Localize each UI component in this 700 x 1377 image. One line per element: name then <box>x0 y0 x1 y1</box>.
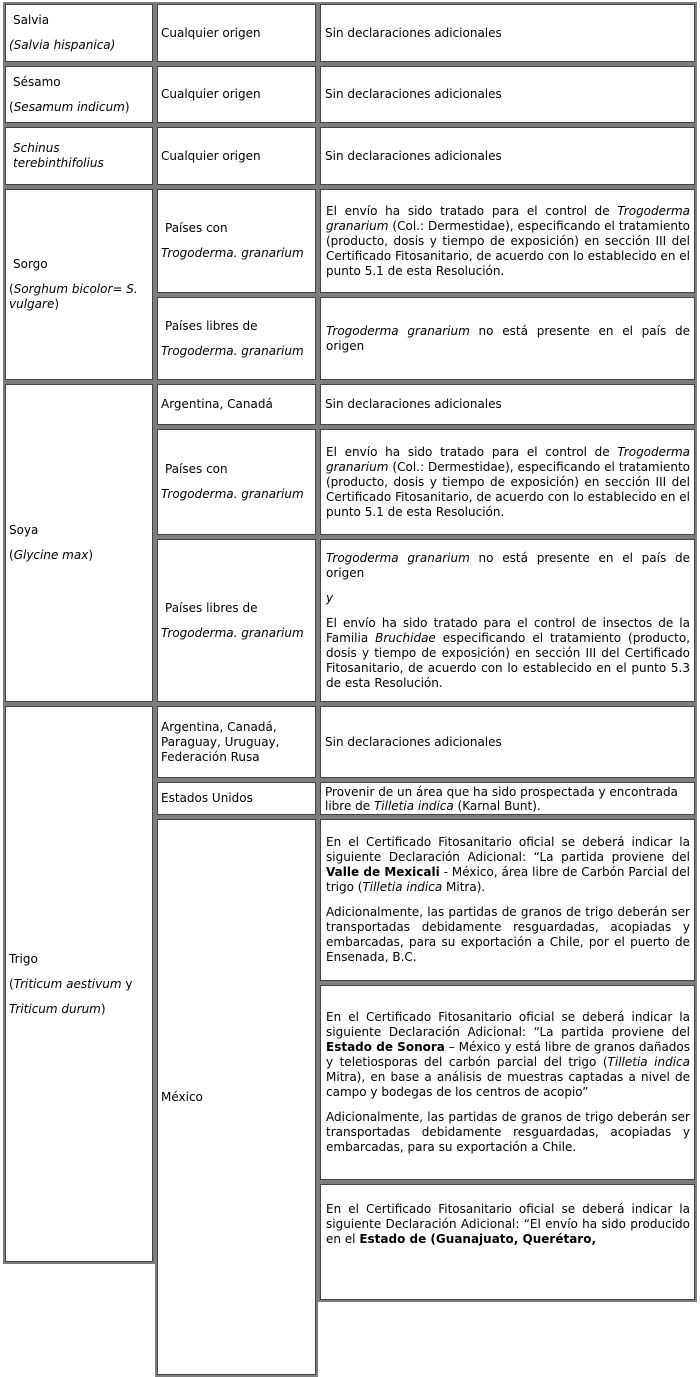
origin-cell <box>155 704 318 780</box>
text: – México y está libre de granos dañados y teletiosporas del carbón parcial del trigo ( <box>326 1040 691 1069</box>
paragraph <box>13 141 149 171</box>
paragraph <box>326 1110 690 1155</box>
italic-text: Trogoderma. granarium <box>161 625 304 640</box>
paragraph <box>161 319 312 334</box>
text: especificando el tratamiento (producto, dosis y tiempo de exposición) en sección III del Certificado Fitosanitario, de acuerdo con lo establecido en el punto 5.3 de esta Resolución. <box>326 630 691 690</box>
text: (Col.: Dermestidae), especificando el tratamiento (producto, dosis y tiempo de exposición) en sección III del Certificado Fitosanitario, de acuerdo con lo establecido en el punto 5.1 de esta Resolución. <box>326 459 690 519</box>
paragraph <box>326 591 690 606</box>
paragraph <box>9 100 149 115</box>
paragraph <box>325 87 691 102</box>
text: Países libres de <box>165 600 258 615</box>
requirement-cell <box>318 2 697 64</box>
text: Soya <box>9 523 39 537</box>
text: En el Certificado Fitosanitario oficial se deberá indicar la siguiente Declaración Adicional: “La partida proviene del <box>326 1010 690 1039</box>
text: - México, área libre de Carbón Parcial del trigo ( <box>326 865 690 894</box>
italic-text: Glycine max <box>13 548 89 562</box>
text: (Col.: Dermestidae), especificando el tratamiento (producto, dosis y tiempo de exposición) en sección III del Certificado Fitosanitario, de acuerdo con lo establecido en el punto 5.1 de esta Resolución. <box>326 218 690 278</box>
text: Países con <box>165 462 228 476</box>
text: Sin declaraciones adicionales <box>325 87 502 101</box>
text: Cualquier origen <box>161 148 261 163</box>
product-cell-trigo <box>3 704 155 1264</box>
bold-text: Valle de Mexicali <box>326 865 440 879</box>
italic-text: Schinus terebinthifolius <box>13 141 104 170</box>
text: Cualquier origen <box>161 25 261 40</box>
text: ) <box>124 99 130 114</box>
paragraph <box>161 626 312 641</box>
paragraph <box>326 324 690 354</box>
text: y <box>121 976 133 991</box>
origin-cell <box>155 295 318 382</box>
italic-text: Trogoderma granarium <box>326 550 470 565</box>
text: Sin declaraciones adicionales <box>325 397 502 411</box>
text: En el Certificado Fitosanitario oficial se deberá indicar la siguiente Declaración Adicional: “La partida proviene del <box>326 835 690 864</box>
text: Estados Unidos <box>161 791 253 805</box>
requirement-cell <box>318 1182 697 1302</box>
paragraph <box>161 601 312 616</box>
requirement-cell <box>318 382 697 427</box>
paragraph <box>326 204 690 279</box>
text: Trigo <box>9 951 38 966</box>
italic-text: Tilletia indica <box>607 1055 690 1069</box>
text: El envío ha sido tratado para el control de insectos de la Familia <box>326 615 690 645</box>
paragraph <box>326 445 690 520</box>
paragraph <box>161 1090 312 1105</box>
paragraph <box>326 1010 690 1100</box>
requirement-cell <box>318 64 697 125</box>
requirement-cell <box>318 704 697 780</box>
origin-cell <box>155 2 318 64</box>
text: Países libres de <box>165 318 258 333</box>
italic-text: Trogoderma. granarium <box>161 487 304 501</box>
requirement-cell <box>318 295 697 382</box>
product-cell-salvia <box>3 2 155 64</box>
text: Mitra). <box>442 880 486 894</box>
bold-text: Estado de Sonora <box>326 1040 445 1054</box>
text: (Karnal Bunt). <box>453 798 541 813</box>
paragraph <box>161 720 312 765</box>
text: Sin declaraciones adicionales <box>325 734 502 749</box>
text: Países con <box>165 221 228 235</box>
paragraph <box>9 257 149 272</box>
italic-text: Trogoderma granarium <box>326 323 470 338</box>
paragraph <box>161 487 312 502</box>
product-cell-soya <box>3 382 155 704</box>
text: Sésamo <box>13 74 61 89</box>
requirement-cell <box>318 125 697 187</box>
paragraph <box>161 246 312 261</box>
origin-cell <box>155 125 318 187</box>
paragraph <box>9 13 149 28</box>
requirement-cell <box>318 983 697 1182</box>
paragraph <box>9 75 149 90</box>
origin-cell <box>155 817 318 1377</box>
paragraph <box>161 791 312 806</box>
italic-text: Trogoderma. granarium <box>161 246 304 260</box>
italic-text: Trogoderma. granarium <box>161 343 304 358</box>
paragraph <box>161 149 312 164</box>
italic-text: Trogoderma granarium <box>326 444 690 474</box>
requirement-cell <box>318 427 697 537</box>
paragraph <box>326 551 690 581</box>
paragraph <box>9 282 149 312</box>
text: Argentina, Canadá <box>161 397 273 411</box>
text: Salvia <box>13 13 50 27</box>
paragraph <box>161 26 312 41</box>
paragraph <box>9 38 149 53</box>
text: Sin declaraciones adicionales <box>325 148 502 163</box>
origin-cell <box>155 382 318 427</box>
text: no está presente en el país de origen <box>326 550 690 580</box>
text: En el Certificado Fitosanitario oficial se deberá indicar la siguiente Declaración Adicional: “El envío ha sido producido en el <box>326 1202 690 1246</box>
text: Provenir de un área que ha sido prospectada y encontrada libre de <box>325 784 678 813</box>
italic-text: (Salvia hispanica) <box>9 38 116 52</box>
italic-text: y <box>326 590 334 605</box>
text: El envío ha sido tratado para el control de <box>326 444 618 459</box>
product-cell-schinus <box>3 125 155 187</box>
requirement-cell <box>318 187 697 295</box>
text: ( <box>9 99 14 114</box>
origin-cell <box>155 427 318 537</box>
paragraph <box>9 1002 149 1017</box>
origin-cell <box>155 64 318 125</box>
origin-cell <box>155 187 318 295</box>
product-cell-sorgo <box>3 187 155 382</box>
italic-text: Trogoderma granarium <box>326 203 690 233</box>
text: ( <box>9 548 14 562</box>
italic-text: Bruchidae <box>375 630 436 645</box>
paragraph <box>9 977 149 992</box>
text: ( <box>9 976 14 991</box>
text: Adicionalmente, las partidas de granos de trigo deberán ser transportadas debidamente resguardadas, acopiadas y embarcadas, para su exportación a Chile. <box>326 1110 690 1154</box>
italic-text: Sorghum bicolor= S. vulgare <box>9 282 138 311</box>
text: Cualquier origen <box>161 87 261 101</box>
text: Adicionalmente, las partidas de granos de trigo deberán ser transportadas debidamente resguardadas, acopiadas y embarcadas, para su exportación a Chile, por el puerto de Ensenada, B.C. <box>326 905 690 964</box>
paragraph <box>325 397 691 412</box>
requirement-cell <box>318 780 697 817</box>
paragraph <box>325 26 691 41</box>
text: Sin declaraciones adicionales <box>325 25 502 40</box>
text: Mitra), en base a análisis de muestras captadas a nivel de campo y bodegas de los centros de acopio” <box>326 1070 690 1099</box>
paragraph <box>325 149 691 164</box>
italic-text: Tilletia indica <box>373 798 454 813</box>
text: no está presente en el país de origen <box>326 323 690 353</box>
text: ) <box>100 1001 106 1016</box>
text: El envío ha sido tratado para el control de <box>326 203 618 218</box>
paragraph <box>9 952 149 967</box>
bold-text: Estado de (Guanajuato, Querétaro, <box>359 1232 597 1246</box>
paragraph <box>326 616 690 691</box>
text: ( <box>9 282 14 296</box>
text: Sorgo <box>13 257 48 271</box>
paragraph <box>9 523 149 538</box>
paragraph <box>161 462 312 477</box>
text: ) <box>54 297 60 311</box>
italic-text: Triticum aestivum <box>13 976 122 991</box>
origin-cell <box>155 780 318 817</box>
paragraph <box>161 397 312 412</box>
paragraph <box>326 835 690 895</box>
italic-text: Triticum durum <box>9 1001 101 1016</box>
italic-text: Sesamum indicum <box>13 99 125 114</box>
paragraph <box>326 1202 690 1247</box>
paragraph <box>325 735 691 750</box>
origin-cell <box>155 537 318 704</box>
text: ) <box>88 548 93 562</box>
paragraph <box>161 221 312 236</box>
text: Argentina, Canadá, Paraguay, Uruguay, Federación Rusa <box>161 719 280 764</box>
paragraph <box>161 344 312 359</box>
requirement-cell <box>318 817 697 983</box>
paragraph <box>325 785 691 813</box>
paragraph <box>326 905 690 965</box>
text: México <box>161 1089 203 1104</box>
product-cell-sesamo <box>3 64 155 125</box>
paragraph <box>9 548 149 563</box>
italic-text: Tilletia indica <box>362 880 443 894</box>
requirement-cell <box>318 537 697 704</box>
paragraph <box>161 87 312 102</box>
